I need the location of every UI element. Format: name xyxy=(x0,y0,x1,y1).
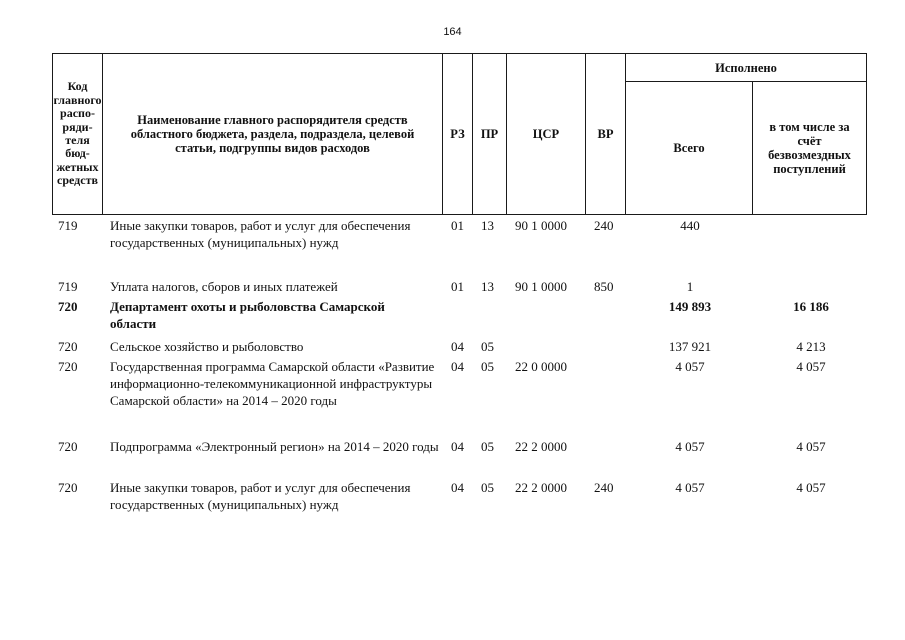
row-vr: 240 xyxy=(594,480,614,495)
row-total: 440 xyxy=(680,218,700,233)
row-rz: 04 xyxy=(451,339,464,354)
page-number: 164 xyxy=(443,26,462,38)
row-pr: 05 xyxy=(481,480,494,495)
row-total: 1 xyxy=(686,279,694,294)
row-total: 137 921 xyxy=(668,339,712,354)
row-total: 4 057 xyxy=(675,480,705,495)
row-free: 4 057 xyxy=(796,439,826,454)
header-pr: ПР xyxy=(472,53,507,215)
header-code: Код главного распо-ряди-теля бюд-жетных средств xyxy=(52,53,103,215)
row-pr: 05 xyxy=(481,339,494,354)
row-name: Иные закупки товаров, работ и услуг для обеспечения государственных (муниципальных) нужд xyxy=(110,218,411,250)
row-code: 720 xyxy=(58,339,78,354)
row-code: 719 xyxy=(58,218,78,233)
row-pr: 05 xyxy=(481,439,494,454)
row-total: 4 057 xyxy=(675,359,705,374)
row-rz: 01 xyxy=(451,279,464,294)
row-csr: 22 0 0000 xyxy=(515,359,567,374)
header-rz: РЗ xyxy=(442,53,473,215)
row-rz: 04 xyxy=(451,439,464,454)
row-total: 4 057 xyxy=(675,439,705,454)
row-free: 4 057 xyxy=(796,480,826,495)
row-free: 4 213 xyxy=(796,339,826,354)
row-vr: 240 xyxy=(594,218,614,233)
row-total: 149 893 xyxy=(668,299,712,314)
header-name: Наименование главного распорядителя средств областного бюджета, раздела, подраздела, целевой статьи, подгруппы видов расходов xyxy=(102,53,443,215)
row-pr: 13 xyxy=(481,218,494,233)
header-executed: Исполнено xyxy=(625,53,867,82)
header-csr: ЦСР xyxy=(506,53,586,215)
header-total: Всего xyxy=(625,81,753,215)
row-rz: 01 xyxy=(451,218,464,233)
row-code: 720 xyxy=(58,480,78,495)
row-pr: 05 xyxy=(481,359,494,374)
row-code: 720 xyxy=(58,359,78,374)
header-vr: ВР xyxy=(585,53,626,215)
row-name: Иные закупки товаров, работ и услуг для обеспечения государственных (муниципальных) нужд xyxy=(110,480,411,512)
row-csr: 90 1 0000 xyxy=(515,218,567,233)
row-vr: 850 xyxy=(594,279,614,294)
row-csr: 22 2 0000 xyxy=(515,480,567,495)
row-name: Сельское хозяйство и рыболовство xyxy=(110,339,304,354)
row-code: 720 xyxy=(58,299,78,314)
row-rz: 04 xyxy=(451,480,464,495)
row-rz: 04 xyxy=(451,359,464,374)
row-code: 719 xyxy=(58,279,78,294)
row-name: Уплата налогов, сборов и иных платежей xyxy=(110,279,338,294)
row-free: 4 057 xyxy=(796,359,826,374)
row-csr: 22 2 0000 xyxy=(515,439,567,454)
row-name: Департамент охоты и рыболовства Самарской области xyxy=(110,299,385,331)
row-name: Государственная программа Самарской области «Развитие информационно-телекоммуникационной инфраструктуры Самарской области» на 2014 – 2020 годы xyxy=(110,359,435,408)
row-csr: 90 1 0000 xyxy=(515,279,567,294)
row-pr: 13 xyxy=(481,279,494,294)
row-code: 720 xyxy=(58,439,78,454)
row-name: Подпрограмма «Электронный регион» на 2014 – 2020 годы xyxy=(110,439,439,454)
row-free: 16 186 xyxy=(793,299,829,314)
header-incl-free: в том числе за счёт безвозмездных поступлений xyxy=(752,81,867,215)
